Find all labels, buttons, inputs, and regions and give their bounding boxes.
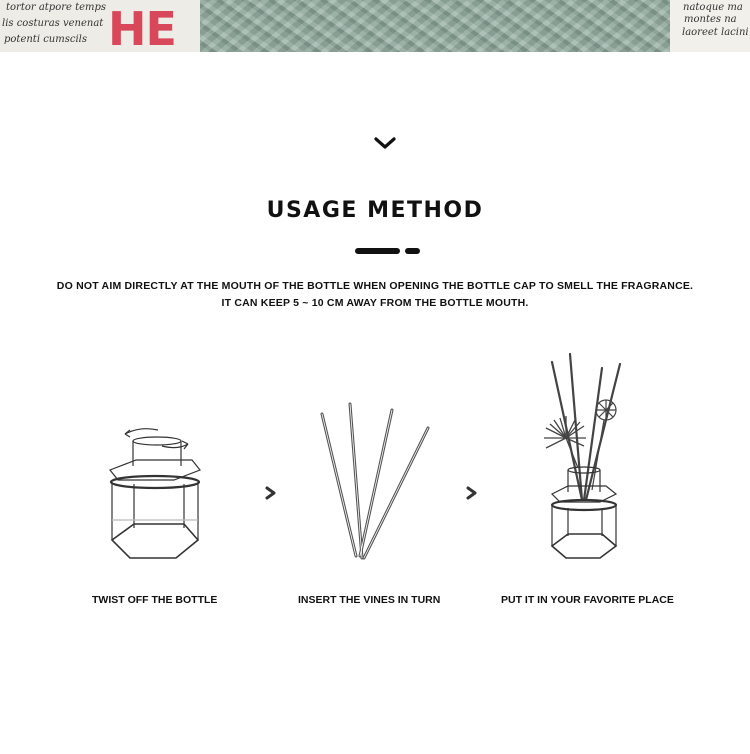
step-1-label: TWIST OFF THE BOTTLE <box>92 594 218 606</box>
chevron-down-icon <box>373 136 397 152</box>
step-3-label: PUT IT IN YOUR FAVORITE PLACE <box>501 594 674 606</box>
section-title: USAGE METHOD <box>266 198 484 223</box>
banner-text-line: laoreet lacini <box>682 27 749 38</box>
banner-text-line: montes na <box>684 14 737 25</box>
chevron-right-icon <box>264 486 278 500</box>
description-line-2: IT CAN KEEP 5 ~ 10 CM AWAY FROM THE BOTTLE MOUTH. <box>221 297 529 309</box>
bottle-cap-twist-illustration <box>100 420 210 570</box>
step-2-label: INSERT THE VINES IN TURN <box>298 594 441 606</box>
banner-big-letters: HE <box>108 2 176 52</box>
banner-text-line: lis costuras venenat <box>2 18 104 29</box>
title-underline-short <box>405 248 420 254</box>
reed-sticks-illustration <box>316 398 436 563</box>
description-line-1: DO NOT AIM DIRECTLY AT THE MOUTH OF THE BOTTLE WHEN OPENING THE BOTTLE CAP TO SMELL THE FRAGRANCE. <box>56 280 694 292</box>
banner-text-line: tortor atpore temps <box>6 2 107 13</box>
title-underline-long <box>355 248 400 254</box>
diffuser-with-reeds-illustration <box>530 350 640 565</box>
chevron-right-icon <box>465 486 479 500</box>
banner-text-line: potenti cumscils <box>4 34 87 45</box>
banner-text-line: natoque ma <box>683 2 743 13</box>
banner-photo <box>0 0 750 52</box>
